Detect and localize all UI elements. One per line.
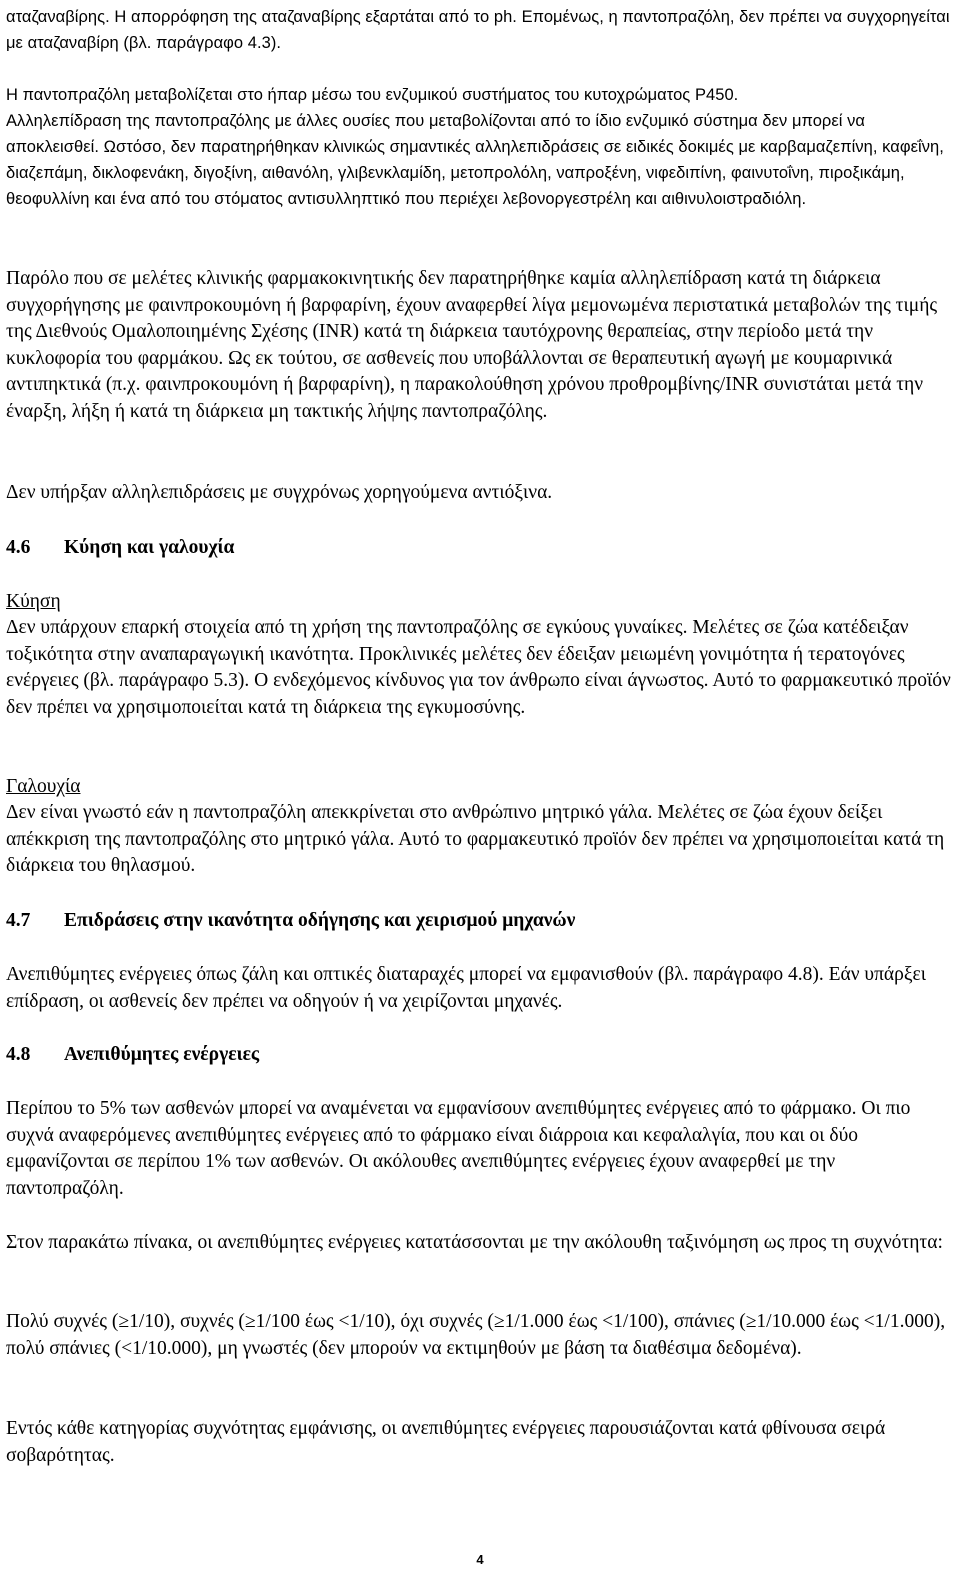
paragraph-cyp450: Η παντοπραζόλη μεταβολίζεται στο ήπαρ μέσω του ενζυμικού συστήματος του κυτοχρώματος P450. <box>6 86 739 104</box>
section-number: 4.8 <box>6 1044 31 1065</box>
subheading-pregnancy: Κύηση <box>6 591 61 612</box>
paragraph-frequency-ordering: Εντός κάθε κατηγορίας συχνότητας εμφάνισης, οι ανεπιθύμητες ενέργειες παρουσιάζονται κατά φθίνουσα σειρά σοβαρότητας. <box>6 1418 886 1466</box>
paragraph-inr: Παρόλο που σε μελέτες κλινικής φαρμακοκινητικής δεν παρατηρήθηκε καμία αλληλεπίδραση κατά τη διάρκεια συγχορήγησης με φαινπροκουμόνη ή βαρφαρίνη, έχουν αναφερθεί λίγα μεμονωμένα περιστατικά μεταβολών της τιμής της Διεθνούς Ομαλοποιημένης Σχέσης (INR) κατά τη διάρκεια ταυτόχρονης θεραπείας, στην περίοδο μετά την κυκλοφορία του φαρμάκου. Ως εκ τούτου, σε ασθενείς που υποβάλλονται σε θεραπευτική αγωγή με κουμαρινικά αντιπηκτικά (π.χ. φαινπροκουμόνη ή βαρφαρίνη), η παρακολούθηση χρόνου προθρομβίνης/INR συνιστάται μετά την έναρξη, λήξη ή κατά τη διάρκεια μη τακτικής λήψης παντοπραζόλης. <box>6 268 938 422</box>
section-heading-4-8 <box>6 1042 259 1068</box>
paragraph-antacids: Δεν υπήρξαν αλληλεπιδράσεις με συγχρόνως χορηγούμενα αντιόξινα. <box>6 482 553 503</box>
section-number: 4.6 <box>6 537 31 558</box>
section-number: 4.7 <box>6 910 31 931</box>
paragraph-interactions: Αλληλεπίδραση της παντοπραζόλης με άλλες ουσίες που μεταβολίζονται από το ίδιο ενζυμικό σύστημα δεν μπορεί να αποκλεισθεί. Ωστόσο, δεν παρατηρήθηκαν κλινικώς σημαντικές αλληλεπιδράσεις σε ειδικές δοκιμές με καρβαμαζεπίνη, καφεΐνη, διαζεπάμη, δικλοφενάκη, διγοξίνη, αιθανόλη, γλιβενκλαμίδη, μετοπρολόλη, ναπροξένη, νιφεδιπίνη, φαινυτοΐνη, πιροξικάμη, θεοφυλλίνη και ένα από του στόματος αντισυλληπτικό που περιέχει λεβονοργεστρέλη και αιθινυλοιστραδιόλη. <box>6 112 944 208</box>
section-title: Ανεπιθύμητες ενέργειες <box>64 1044 260 1065</box>
section-heading-4-6 <box>6 535 234 561</box>
section-title: Επιδράσεις στην ικανότητα οδήγησης και χειρισμού μηχανών <box>64 910 576 931</box>
section-heading-4-7 <box>6 908 575 934</box>
page-number: 4 <box>476 1552 484 1567</box>
paragraph-frequency-definitions: Πολύ συχνές (≥1/10), συχνές (≥1/100 έως <1/10), όχι συχνές (≥1/1.000 έως <1/100), σπάνιες (≥1/10.000 έως <1/1.000), πολύ σπάνιες (<1/10.000), μη γνωστές (δεν μπορούν να εκτιμηθούν με βάση τα διαθέσιμα δεδομένα). <box>6 1311 946 1359</box>
paragraph-atazanavir: αταζαναβίρης. Η απορρόφηση της αταζαναβίρης εξαρτάται από το ph. Επομένως, η παντοπραζόλη, δεν πρέπει να συγχορηγείται με αταζαναβίρη (βλ. παράγραφο 4.3). <box>6 8 950 52</box>
section-title: Κύηση και γαλουχία <box>64 537 235 558</box>
subheading-lactation: Γαλουχία <box>6 776 81 797</box>
paragraph-driving: Ανεπιθύμητες ενέργειες όπως ζάλη και οπτικές διαταραχές μπορεί να εμφανισθούν (βλ. παράγραφο 4.8). Εάν υπάρξει επίδραση, οι ασθενείς δεν πρέπει να οδηγούν ή να χειρίζονται μηχανές. <box>6 964 926 1012</box>
paragraph-frequency-intro: Στον παρακάτω πίνακα, οι ανεπιθύμητες ενέργειες κατατάσσονται με την ακόλουθη ταξινόμηση ως προς τη συχνότητα: <box>6 1232 943 1253</box>
paragraph-adverse-overview: Περίπου το 5% των ασθενών μπορεί να αναμένεται να εμφανίσουν ανεπιθύμητες ενέργειες από το φάρμακο. Οι πιο συχνά αναφερόμενες ανεπιθύμητες ενέργειες από το φάρμακο είναι διάρροια και κεφαλαλγία, που και οι δύο εμφανίζονται σε περίπου 1% των ασθενών. Οι ακόλουθες ανεπιθύμητες ενέργειες έχουν αναφερθεί με την παντοπραζόλη. <box>6 1098 911 1199</box>
paragraph-lactation: Δεν είναι γνωστό εάν η παντοπραζόλη απεκκρίνεται στο ανθρώπινο μητρικό γάλα. Μελέτες σε ζώα έχουν δείξει απέκκριση της παντοπραζόλης στο μητρικό γάλα. Αυτό το φαρμακευτικό προϊόν δεν πρέπει να χρησιμοποιείται κατά τη διάρκεια του θηλασμού. <box>6 802 945 876</box>
paragraph-pregnancy: Δεν υπάρχουν επαρκή στοιχεία από τη χρήση της παντοπραζόλης σε εγκύους γυναίκες. Μελέτες σε ζώα κατέδειξαν τοξικότητα στην αναπαραγωγική ικανότητα. Προκλινικές μελέτες δεν έδειξαν μειωμένη γονιμότητα ή τερατογόνες ενέργειες (βλ. παράγραφο 5.3). Ο ενδεχόμενος κίνδυνος για τον άνθρωπο είναι άγνωστος. Αυτό το φαρμακευτικό προϊόν δεν πρέπει να χρησιμοποιείται κατά τη διάρκεια της εγκυμοσύνης. <box>6 617 951 718</box>
